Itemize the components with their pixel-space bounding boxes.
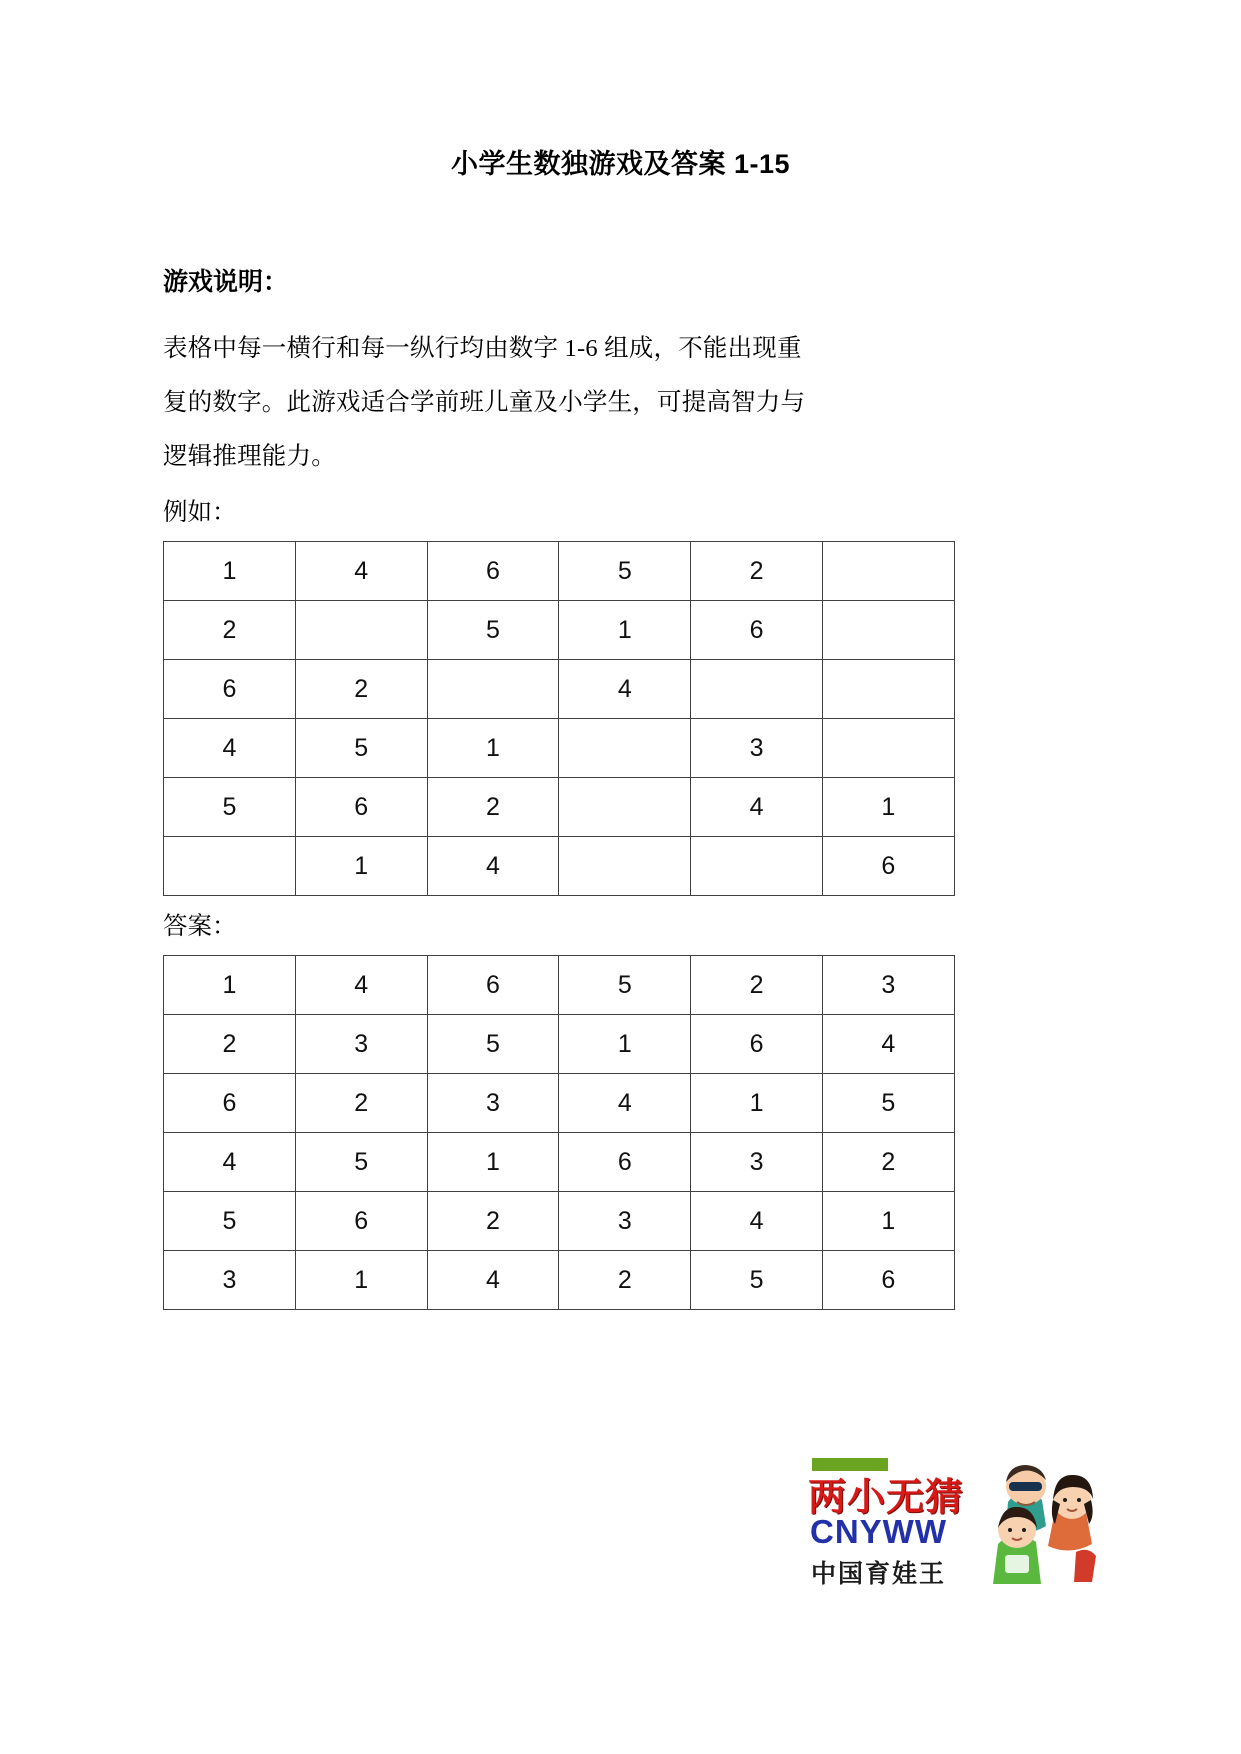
puzzle-cell[interactable] — [559, 719, 691, 778]
puzzle-cell[interactable]: 4 — [164, 719, 296, 778]
puzzle-cell[interactable]: 6 — [164, 660, 296, 719]
table-row — [164, 1133, 955, 1192]
puzzle-cell[interactable] — [822, 601, 954, 660]
puzzle-cell[interactable] — [822, 719, 954, 778]
answer-cell: 2 — [559, 1251, 691, 1310]
puzzle-cell[interactable] — [559, 778, 691, 837]
answer-cell: 6 — [295, 1192, 427, 1251]
puzzle-cell[interactable]: 1 — [559, 601, 691, 660]
puzzle-cell[interactable] — [822, 660, 954, 719]
answer-cell: 6 — [164, 1074, 296, 1133]
puzzle-cell[interactable]: 1 — [164, 542, 296, 601]
puzzle-cell[interactable] — [822, 542, 954, 601]
puzzle-cell[interactable]: 6 — [295, 778, 427, 837]
answer-cell: 1 — [822, 1192, 954, 1251]
answer-cell: 6 — [427, 956, 559, 1015]
puzzle-grid-body — [164, 542, 955, 896]
puzzle-cell[interactable]: 4 — [691, 778, 823, 837]
answer-cell: 1 — [691, 1074, 823, 1133]
puzzle-cell[interactable]: 2 — [164, 601, 296, 660]
answer-cell: 2 — [164, 1015, 296, 1074]
brand-name-en: CNYWW — [810, 1513, 947, 1550]
table-row — [164, 778, 955, 837]
answer-cell: 5 — [164, 1192, 296, 1251]
instructions-heading: 游戏说明： — [163, 268, 289, 296]
puzzle-cell[interactable] — [295, 601, 427, 660]
puzzle-cell[interactable]: 5 — [427, 601, 559, 660]
answer-cell: 2 — [295, 1074, 427, 1133]
answer-cell: 3 — [295, 1015, 427, 1074]
table-row — [164, 1251, 955, 1310]
answer-cell: 4 — [822, 1015, 954, 1074]
table-row — [164, 1074, 955, 1133]
answer-cell: 4 — [691, 1192, 823, 1251]
answer-cell: 5 — [427, 1015, 559, 1074]
table-row — [164, 1015, 955, 1074]
brand-subtitle-cn: 中国育娃王 — [811, 1560, 947, 1588]
instructions-line-2: 复的数字。此游戏适合学前班儿童及小学生，可提高智力与 — [163, 389, 806, 416]
answer-cell: 1 — [559, 1015, 691, 1074]
puzzle-cell[interactable]: 4 — [559, 660, 691, 719]
answer-cell: 4 — [295, 956, 427, 1015]
answer-cell: 4 — [427, 1251, 559, 1310]
answer-cell: 3 — [822, 956, 954, 1015]
puzzle-cell[interactable]: 5 — [164, 778, 296, 837]
answer-cell: 6 — [822, 1251, 954, 1310]
puzzle-cell[interactable]: 4 — [295, 542, 427, 601]
answer-cell: 3 — [427, 1074, 559, 1133]
puzzle-cell[interactable] — [559, 837, 691, 896]
table-row — [164, 660, 955, 719]
puzzle-grid — [163, 541, 955, 896]
instructions-line-3: 逻辑推理能力。 — [163, 443, 336, 470]
answer-cell: 4 — [164, 1133, 296, 1192]
family-mascot-icon — [976, 1456, 1108, 1584]
instructions-line-1: 表格中每一横行和每一纵行均由数字 1-6 组成，不能出现重 — [163, 335, 802, 362]
puzzle-cell[interactable]: 2 — [691, 542, 823, 601]
answer-cell: 5 — [559, 956, 691, 1015]
table-row — [164, 1192, 955, 1251]
answer-cell: 1 — [295, 1251, 427, 1310]
puzzle-cell[interactable]: 6 — [822, 837, 954, 896]
puzzle-cell[interactable] — [691, 660, 823, 719]
answer-cell: 6 — [559, 1133, 691, 1192]
brand-logo — [808, 1458, 1108, 1588]
puzzle-cell[interactable]: 2 — [427, 778, 559, 837]
puzzle-cell[interactable] — [691, 837, 823, 896]
answer-cell: 2 — [691, 956, 823, 1015]
puzzle-cell[interactable]: 1 — [427, 719, 559, 778]
answer-cell: 3 — [559, 1192, 691, 1251]
page-title: 小学生数独游戏及答案 1-15 — [450, 149, 791, 179]
puzzle-cell[interactable]: 6 — [691, 601, 823, 660]
answer-cell: 5 — [691, 1251, 823, 1310]
answer-cell: 2 — [427, 1192, 559, 1251]
puzzle-cell[interactable]: 2 — [295, 660, 427, 719]
puzzle-cell[interactable] — [427, 660, 559, 719]
puzzle-cell[interactable]: 1 — [822, 778, 954, 837]
answer-cell: 2 — [822, 1133, 954, 1192]
answer-cell: 5 — [822, 1074, 954, 1133]
answer-cell: 5 — [295, 1133, 427, 1192]
table-row — [164, 601, 955, 660]
answer-grid-body — [164, 956, 955, 1310]
answer-label: 答案： — [163, 913, 237, 940]
answer-cell: 3 — [691, 1133, 823, 1192]
puzzle-cell[interactable]: 6 — [427, 542, 559, 601]
instructions-paragraph — [163, 322, 953, 484]
answer-grid — [163, 955, 955, 1310]
answer-cell: 4 — [559, 1074, 691, 1133]
puzzle-cell[interactable]: 5 — [295, 719, 427, 778]
brand-name-cn: 两小无猜 — [808, 1477, 965, 1519]
table-row — [164, 837, 955, 896]
answer-cell: 1 — [427, 1133, 559, 1192]
table-row — [164, 542, 955, 601]
table-row — [164, 956, 955, 1015]
answer-cell: 3 — [164, 1251, 296, 1310]
answer-cell: 1 — [164, 956, 296, 1015]
puzzle-cell[interactable]: 1 — [295, 837, 427, 896]
puzzle-cell[interactable]: 5 — [559, 542, 691, 601]
puzzle-cell[interactable]: 3 — [691, 719, 823, 778]
puzzle-cell[interactable]: 4 — [427, 837, 559, 896]
puzzle-cell[interactable] — [164, 837, 296, 896]
example-label: 例如： — [163, 499, 237, 526]
table-row — [164, 719, 955, 778]
answer-cell: 6 — [691, 1015, 823, 1074]
